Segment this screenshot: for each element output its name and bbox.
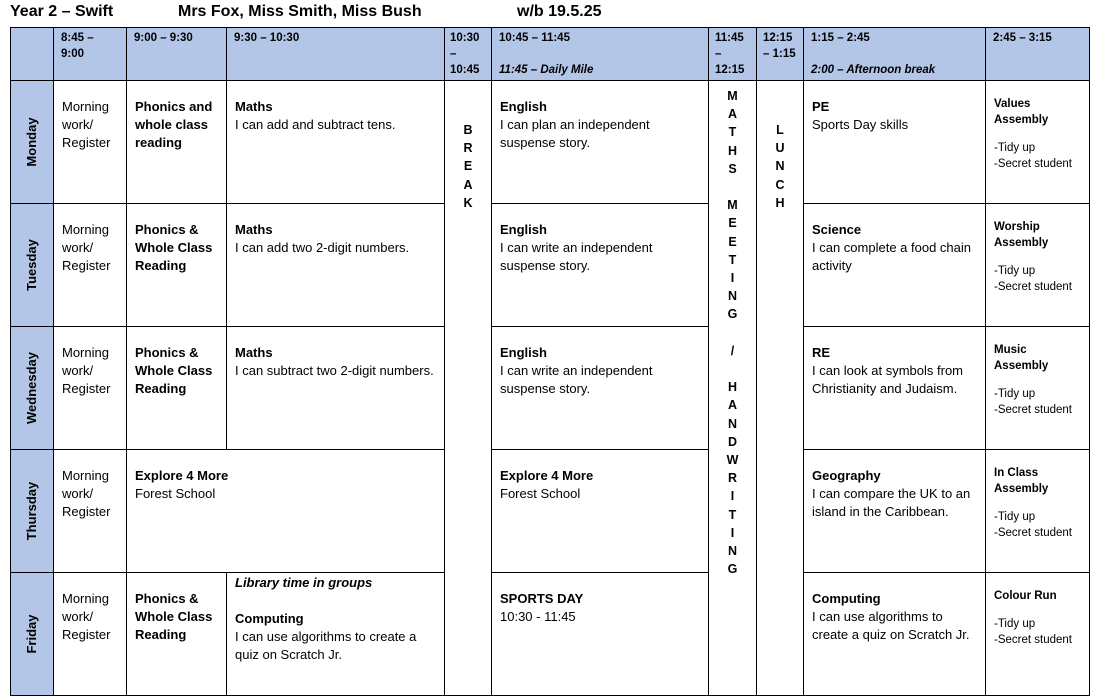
letter: H <box>727 380 738 395</box>
secret-student-text: -Secret student <box>994 281 1072 293</box>
lesson-title: Explore 4 More <box>135 468 229 483</box>
lesson-title: Geography <box>812 468 881 483</box>
time-slot-lesson1: 9:30 – 10:30 <box>227 28 445 81</box>
lesson-title: Computing <box>812 591 881 606</box>
day-name: Tuesday <box>24 239 39 291</box>
letter: N <box>727 289 738 304</box>
daily-mile-note: 11:45 – Daily Mile <box>499 64 594 76</box>
afternoon-cell <box>804 204 985 279</box>
letter <box>731 360 734 378</box>
morning-work-cell: Morning work/ Register <box>62 99 111 150</box>
assembly-title: Colour Run <box>994 590 1057 602</box>
lesson-text: I can complete a food chain activity <box>812 240 971 273</box>
time-slot-break: 10:30 – 10:45 <box>445 28 492 81</box>
lesson1-cell <box>227 81 444 138</box>
timetable <box>10 27 1090 696</box>
letter <box>731 178 734 196</box>
letter <box>731 324 734 342</box>
letter: I <box>730 271 735 286</box>
day-row-thursday <box>11 450 1090 573</box>
letter: R <box>463 141 473 156</box>
phonics-cell <box>127 204 226 279</box>
afternoon-cell <box>804 327 985 402</box>
week-beginning: w/b 19.5.25 <box>517 3 602 20</box>
time-slot-lesson2 <box>492 28 709 81</box>
maths-meeting-handwriting-label <box>727 87 739 578</box>
library-note: Library time in groups <box>235 575 373 590</box>
letter: A <box>727 107 738 122</box>
phonics-title: Phonics and whole class reading <box>135 99 213 150</box>
secret-student-text: -Secret student <box>994 634 1072 646</box>
day-name: Monday <box>24 117 39 167</box>
lesson-title: English <box>500 345 547 360</box>
secret-student-text: -Secret student <box>994 404 1072 416</box>
letter: A <box>463 177 473 192</box>
class-name: Year 2 – Swift <box>10 3 114 20</box>
lesson-title: Explore 4 More <box>500 468 594 483</box>
morning-work-cell: Morning work/ Register <box>62 345 111 396</box>
break-column <box>445 81 492 696</box>
maths-meeting-column <box>709 81 757 696</box>
day-label-tuesday <box>11 204 54 327</box>
day-name: Thursday <box>24 481 39 541</box>
letter: G <box>727 307 738 322</box>
lesson-text: I can use algorithms to create a quiz on Scratch Jr. <box>812 609 970 642</box>
letter: T <box>728 252 737 267</box>
letter: B <box>463 123 473 137</box>
tidy-up-text: -Tidy up <box>994 388 1036 400</box>
lesson1-cell <box>227 204 444 261</box>
lesson1-cell <box>227 327 444 384</box>
letter: / <box>730 343 735 358</box>
break-label <box>463 121 472 212</box>
tidy-up-text: -Tidy up <box>994 142 1036 154</box>
letter: E <box>728 234 737 249</box>
time-slot-phonics: 9:00 – 9:30 <box>127 28 227 81</box>
corner-cell <box>11 28 54 81</box>
letter: S <box>728 161 737 176</box>
time-slot-afternoon-label: 1:15 – 2:45 <box>811 32 870 44</box>
lesson2-cell <box>492 450 708 507</box>
time-slot-lunch: 12:15 – 1:15 <box>757 28 804 81</box>
letter: G <box>727 562 738 577</box>
assembly-title: Worship Assembly <box>994 221 1049 249</box>
lesson-text: I can look at symbols from Christianity and Judaism. <box>812 363 963 396</box>
lesson-text: I can add and subtract tens. <box>235 117 396 132</box>
lunch-column <box>757 81 804 696</box>
phonics-title: Phonics & Whole Class Reading <box>135 345 213 396</box>
letter: N <box>727 544 738 559</box>
afternoon-break-note: 2:00 – Afternoon break <box>811 64 936 76</box>
assembly-cell <box>986 573 1089 652</box>
time-slot-assembly: 2:45 – 3:15 <box>986 28 1090 81</box>
letter: C <box>775 177 785 192</box>
tidy-up-text: -Tidy up <box>994 618 1036 630</box>
tidy-up-text: -Tidy up <box>994 511 1036 523</box>
lesson2-cell <box>492 204 708 279</box>
letter: I <box>730 525 735 540</box>
lesson-text: Forest School <box>135 486 216 501</box>
afternoon-cell <box>804 450 985 525</box>
lesson-text: 10:30 - 11:45 <box>500 609 576 624</box>
day-row-monday <box>11 81 1090 204</box>
lunch-label <box>775 121 784 212</box>
lesson-text: I can write an independent suspense story. <box>500 363 653 396</box>
phonics-title: Phonics & Whole Class Reading <box>135 591 213 642</box>
assembly-cell <box>986 327 1089 422</box>
letter: K <box>463 195 473 210</box>
day-label-wednesday <box>11 327 54 450</box>
assembly-title: Values Assembly <box>994 98 1049 126</box>
letter: R <box>727 471 738 486</box>
lesson-title: RE <box>812 345 831 360</box>
lesson-text: I can subtract two 2-digit numbers. <box>235 363 434 378</box>
phonics-cell <box>127 573 226 648</box>
lesson-title: English <box>500 99 547 114</box>
letter: T <box>728 507 737 522</box>
letter: D <box>727 434 738 449</box>
lesson-text: I can use algorithms to create a quiz on Scratch Jr. <box>235 629 417 662</box>
phonics-title: Phonics & Whole Class Reading <box>135 222 213 273</box>
lesson-text: Sports Day skills <box>812 117 909 132</box>
afternoon-cell <box>804 81 985 138</box>
lesson-title: Computing <box>235 611 304 626</box>
letter: A <box>727 398 738 413</box>
assembly-cell <box>986 450 1089 545</box>
tidy-up-text: -Tidy up <box>994 265 1036 277</box>
time-slot-lesson2-label: 10:45 – 11:45 <box>499 32 570 44</box>
day-row-friday <box>11 573 1090 696</box>
time-slot-register: 8:45 – 9:00 <box>54 28 127 81</box>
day-name: Friday <box>24 614 39 654</box>
letter: L <box>776 123 784 137</box>
day-label-friday <box>11 573 54 696</box>
day-name: Wednesday <box>24 351 39 425</box>
lesson1-cell <box>227 573 444 668</box>
letter: I <box>730 489 735 504</box>
day-label-thursday <box>11 450 54 573</box>
lesson-title: English <box>500 222 547 237</box>
lesson2-cell <box>492 327 708 402</box>
assembly-title: In Class Assembly <box>994 467 1049 495</box>
lesson-title: SPORTS DAY <box>500 591 584 606</box>
letter: W <box>726 453 739 468</box>
letter: U <box>775 141 785 156</box>
time-header-row <box>11 28 1090 81</box>
assembly-cell <box>986 81 1089 176</box>
lesson-text: I can write an independent suspense story. <box>500 240 653 273</box>
lesson-title: Science <box>812 222 862 237</box>
morning-work-cell: Morning work/ Register <box>62 468 111 519</box>
lesson-text: I can plan an independent suspense story. <box>500 117 650 150</box>
letter: N <box>775 159 785 174</box>
letter: H <box>775 195 785 210</box>
lesson-title: Maths <box>235 222 273 237</box>
letter: E <box>463 159 473 174</box>
lesson-title: Maths <box>235 345 273 360</box>
day-row-tuesday <box>11 204 1090 327</box>
phonics-cell <box>127 81 226 156</box>
secret-student-text: -Secret student <box>994 527 1072 539</box>
letter: M <box>727 198 738 213</box>
secret-student-text: -Secret student <box>994 158 1072 170</box>
time-slot-afternoon <box>804 28 986 81</box>
day-row-wednesday <box>11 327 1090 450</box>
letter: H <box>727 143 738 158</box>
letter: M <box>727 89 738 103</box>
assembly-title: Music Assembly <box>994 344 1049 372</box>
letter: E <box>728 216 737 231</box>
explore-cell <box>127 450 444 507</box>
afternoon-cell <box>804 573 985 648</box>
phonics-cell <box>127 327 226 402</box>
morning-work-cell: Morning work/ Register <box>62 222 111 273</box>
time-slot-maths-meeting: 11:45 – 12:15 <box>709 28 757 81</box>
lesson-text: I can compare the UK to an island in the Caribbean. <box>812 486 971 519</box>
lesson2-cell <box>492 573 708 630</box>
morning-work-cell: Morning work/ Register <box>62 591 111 642</box>
lesson-title: PE <box>812 99 830 114</box>
assembly-cell <box>986 204 1089 299</box>
day-label-monday <box>11 81 54 204</box>
letter: T <box>728 125 737 140</box>
letter: N <box>727 416 738 431</box>
lesson-text: I can add two 2-digit numbers. <box>235 240 410 255</box>
lesson-text: Forest School <box>500 486 581 501</box>
teacher-names: Mrs Fox, Miss Smith, Miss Bush <box>178 3 422 20</box>
lesson2-cell <box>492 81 708 156</box>
lesson-title: Maths <box>235 99 273 114</box>
